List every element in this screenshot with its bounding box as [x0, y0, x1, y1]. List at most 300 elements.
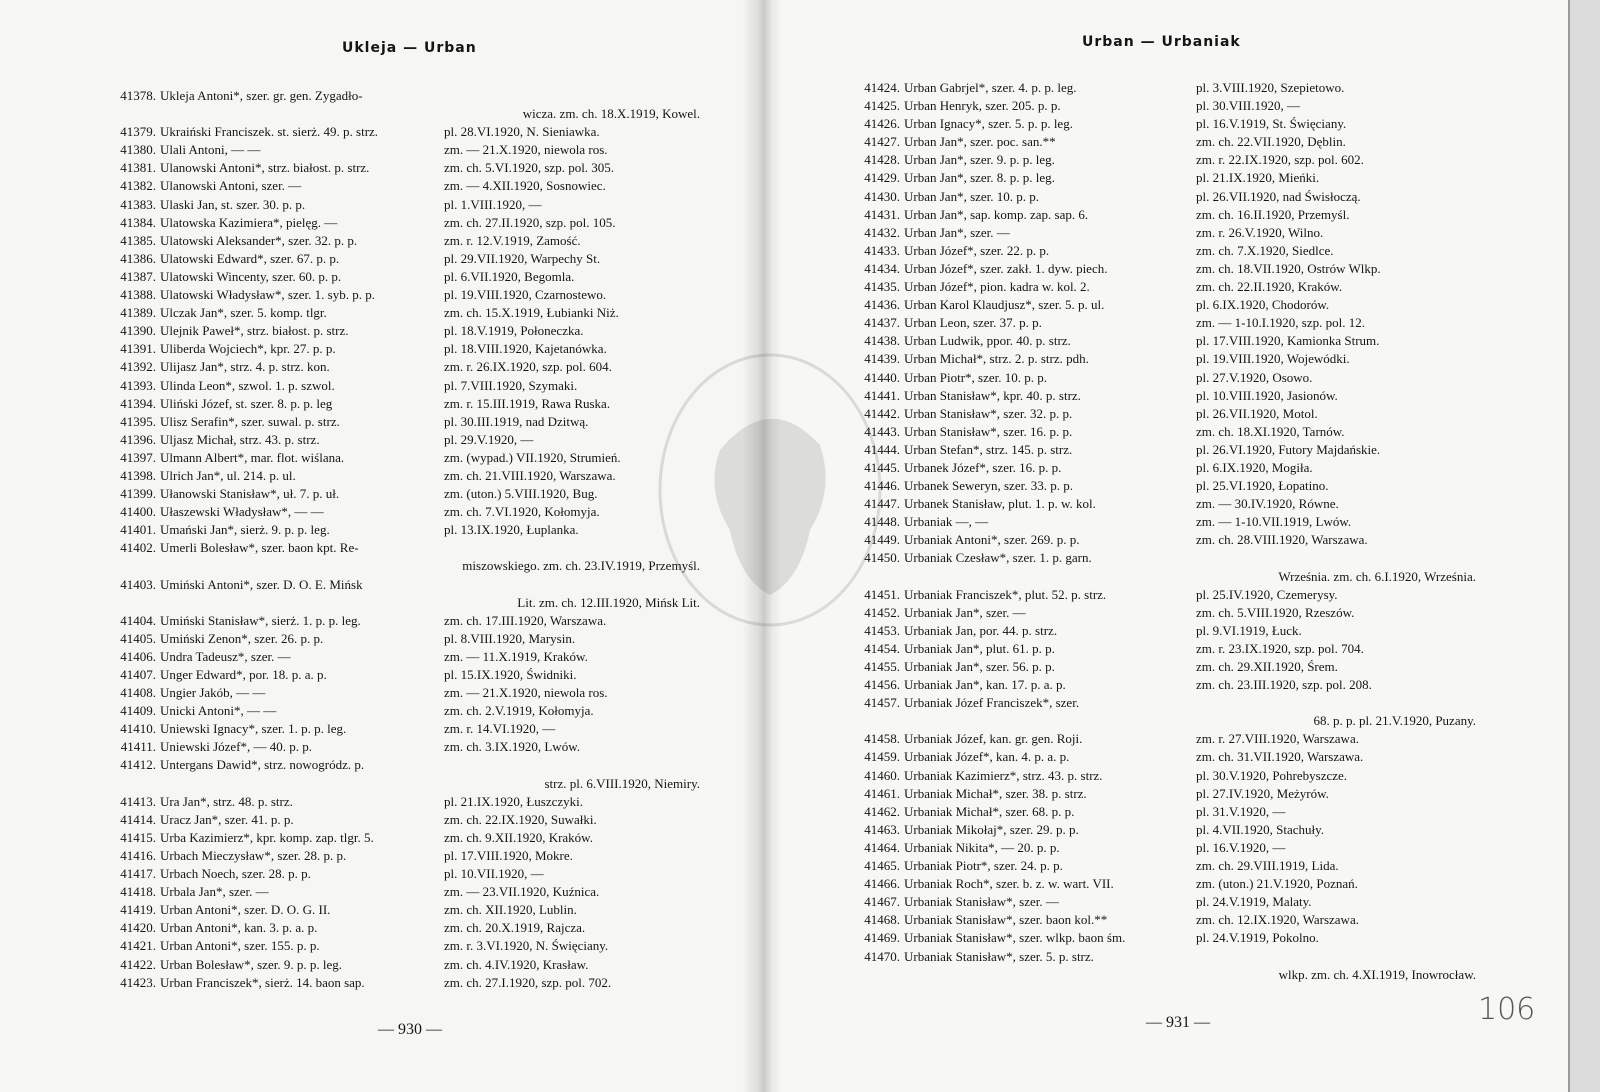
- entry-name: Urba Kazimierz*, kpr. komp. zap. tlgr. 5.: [160, 829, 374, 845]
- entry-row: [846, 350, 1476, 368]
- entry-row: [100, 196, 700, 214]
- entry-fate: pl. 24.V.1919, Pokolno.: [1196, 930, 1319, 946]
- entry-name: Urbaniak Jan, por. 44. p. strz.: [904, 622, 1058, 638]
- entry-number: 41456.: [864, 677, 900, 693]
- entry-number: 41453.: [864, 622, 900, 638]
- entry-number: 41467.: [864, 894, 900, 910]
- entry-name: Unicki Antoni*, — —: [160, 703, 277, 719]
- entry-fate: zm. — 21.X.1920, niewola ros.: [444, 142, 608, 158]
- entry-fate: zm. r. 22.IX.1920, szp. pol. 602.: [1196, 152, 1364, 168]
- entry-fate: zm. r. 26.IX.1920, szp. pol. 604.: [444, 359, 612, 375]
- entry-number: 41385.: [120, 232, 156, 248]
- entry-number: 41390.: [120, 323, 156, 339]
- entry-name: Ulatowski Aleksander*, szer. 32. p. p.: [160, 232, 358, 248]
- entry-name: Urbala Jan*, szer. —: [160, 884, 269, 900]
- entry-fate: zm. ch. 4.IV.1920, Krasław.: [444, 956, 589, 972]
- entry-name: Urbach Noech, szer. 28. p. p.: [160, 866, 311, 882]
- entry-number: 41468.: [864, 912, 900, 928]
- entry-fate: zm. — 1-10.VII.1919, Lwów.: [1196, 514, 1352, 530]
- entry-number: 41405.: [120, 630, 156, 646]
- entry-fate: pl. 9.VI.1919, Łuck.: [1196, 622, 1302, 638]
- entry-number: 41426.: [864, 116, 900, 132]
- entry-row: [100, 268, 700, 286]
- entry-fate: zm. ch. 22.IX.1920, Suwałki.: [444, 811, 597, 827]
- entry-number: 41450.: [864, 550, 900, 566]
- entry-name: Ulanowski Antoni, szer. —: [160, 178, 302, 194]
- entry-fate: pl. 21.IX.1920, Mieńki.: [1196, 170, 1320, 186]
- entry-name: Uracz Jan*, szer. 41. p. p.: [160, 811, 294, 827]
- entry-row: [846, 477, 1476, 495]
- entry-row: [100, 557, 700, 575]
- entry-number: 41393.: [120, 377, 156, 393]
- entry-number: 41460.: [864, 767, 900, 783]
- entry-name: Urbaniak Józef Franciszek*, szer.: [904, 695, 1080, 711]
- entry-number: 41447.: [864, 496, 900, 512]
- entry-number: 41463.: [864, 821, 900, 837]
- entry-row: [846, 423, 1476, 441]
- entry-name: Urban Ignacy*, szer. 5. p. p. leg.: [904, 116, 1073, 132]
- entry-row: [100, 865, 700, 883]
- entry-number: 41388.: [120, 287, 156, 303]
- entry-continuation: wlkp. zm. ch. 4.XI.1919, Inowrocław.: [1278, 966, 1476, 982]
- entry-number: 41441.: [864, 387, 900, 403]
- entry-row: [100, 775, 700, 793]
- entry-number: 41412.: [120, 757, 156, 773]
- entry-number: 41425.: [864, 98, 900, 114]
- entry-number: 41419.: [120, 902, 156, 918]
- entry-row: [846, 97, 1476, 115]
- entry-row: [100, 449, 700, 467]
- entry-row: [100, 105, 700, 123]
- entry-name: Urban Gabrjel*, szer. 4. p. p. leg.: [904, 80, 1077, 95]
- entry-row: [846, 604, 1476, 622]
- entry-name: Urbaniak Roch*, szer. b. z. w. wart. VII.: [904, 876, 1114, 892]
- entry-fate: pl. 26.VII.1920, nad Świsłoczą.: [1196, 188, 1361, 204]
- entry-number: 41449.: [864, 532, 900, 548]
- entry-number: 41435.: [864, 279, 900, 295]
- entry-number: 41394.: [120, 395, 156, 411]
- entry-name: Urbaniak Stanisław*, szer. wlkp. baon śm.: [904, 930, 1126, 946]
- entry-number: 41437.: [864, 315, 900, 331]
- entry-row: [100, 485, 700, 503]
- entry-number: 41424.: [864, 80, 900, 95]
- entry-fate: pl. 30.VIII.1920, —: [1196, 98, 1300, 114]
- entry-row: [100, 214, 700, 232]
- right-entries: [846, 79, 1476, 984]
- entry-fate: pl. 16.V.1920, —: [1196, 839, 1286, 855]
- entry-name: Urbaniak Czesław*, szer. 1. p. garn.: [904, 550, 1092, 566]
- entry-number: 41440.: [864, 369, 900, 385]
- entry-fate: zm. r. 12.V.1919, Zamość.: [444, 232, 581, 248]
- entry-number: 41408.: [120, 685, 156, 701]
- entry-fate: pl. 6.VII.1920, Begomla.: [444, 268, 575, 284]
- entry-row: [100, 901, 700, 919]
- entry-fate: zm. ch. 16.II.1920, Przemyśl.: [1196, 206, 1350, 222]
- entry-name: Urbaniak Stanisław*, szer. baon kol.**: [904, 912, 1108, 928]
- entry-name: Urbaniak Michał*, szer. 68. p. p.: [904, 803, 1075, 819]
- entry-name: Ulinda Leon*, szwol. 1. p. szwol.: [160, 377, 335, 393]
- entry-name: Urban Leon, szer. 37. p. p.: [904, 315, 1042, 331]
- entry-name: Urbaniak —, —: [904, 514, 989, 530]
- entry-fate: zm. ch. 2.V.1919, Kołomyja.: [444, 703, 594, 719]
- entry-number: 41462.: [864, 803, 900, 819]
- entry-name: Urbanek Seweryn, szer. 33. p. p.: [904, 478, 1073, 494]
- entry-number: 41397.: [120, 449, 156, 465]
- entry-name: Urban Jan*, szer. —: [904, 224, 1010, 240]
- entry-name: Urbaniak Jan*, szer. —: [904, 604, 1026, 620]
- entry-name: Urban Antoni*, szer. D. O. G. II.: [160, 902, 331, 918]
- entry-fate: pl. 18.V.1919, Połoneczka.: [444, 323, 584, 339]
- right-page-number: — 931 —: [1146, 1014, 1210, 1031]
- entry-row: [100, 322, 700, 340]
- entry-name: Ulmann Albert*, mar. flot. wiślana.: [160, 449, 345, 465]
- entry-row: [846, 712, 1476, 730]
- entry-name: Ukraiński Franciszek. st. sierż. 49. p. strz.: [160, 124, 379, 140]
- entry-fate: pl. 30.V.1920, Pohrebyszcze.: [1196, 767, 1348, 783]
- entry-fate: pl. 13.IX.1920, Łuplanka.: [444, 522, 579, 538]
- entry-name: Uljasz Michał, strz. 43. p. strz.: [160, 431, 320, 447]
- left-entries: [100, 87, 700, 992]
- entry-number: 41442.: [864, 405, 900, 421]
- handwritten-page-number: 106: [1478, 992, 1536, 1027]
- entry-fate: zm. — 4.XII.1920, Sosnowiec.: [444, 178, 606, 194]
- entry-row: [100, 123, 700, 141]
- entry-fate: zm. — 23.VII.1920, Kuźnica.: [444, 884, 600, 900]
- entry-fate: pl. 17.VIII.1920, Mokre.: [444, 847, 573, 863]
- entry-row: [100, 503, 700, 521]
- entry-row: [846, 531, 1476, 549]
- entry-name: Umiński Zenon*, szer. 26. p. p.: [160, 630, 324, 646]
- entry-name: Urban Henryk, szer. 205. p. p.: [904, 98, 1061, 114]
- entry-row: [846, 332, 1476, 350]
- entry-name: Urbaniak Antoni*, szer. 269. p. p.: [904, 532, 1080, 548]
- entry-continuation: miszowskiego. zm. ch. 23.IV.1919, Przemyśl.: [462, 558, 700, 574]
- entry-row: [100, 594, 700, 612]
- entry-fate: zm. ch. 22.VII.1920, Dęblin.: [1196, 134, 1346, 150]
- entry-fate: pl. 15.IX.1920, Świdniki.: [444, 667, 577, 682]
- entry-number: 41416.: [120, 847, 156, 863]
- entry-row: [846, 893, 1476, 911]
- entry-row: [100, 720, 700, 738]
- entry-row: [846, 188, 1476, 206]
- entry-row: [100, 232, 700, 250]
- entry-fate: pl. 1.VIII.1920, —: [444, 196, 542, 212]
- entry-name: Urban Ludwik, ppor. 40. p. strz.: [904, 333, 1071, 349]
- right-running-head: Urban — Urbaniak: [1082, 34, 1241, 50]
- entry-name: Urbaniak Stanisław*, szer. 5. p. strz.: [904, 948, 1094, 964]
- entry-number: 41443.: [864, 423, 900, 439]
- entry-fate: zm. r. 26.V.1920, Wilno.: [1196, 224, 1324, 240]
- entry-number: 41418.: [120, 884, 156, 900]
- entry-name: Urbaniak Michał*, szer. 38. p. strz.: [904, 785, 1087, 801]
- entry-row: [846, 79, 1476, 97]
- entry-row: [846, 115, 1476, 133]
- entry-row: [100, 937, 700, 955]
- entry-row: [100, 395, 700, 413]
- entry-row: [100, 648, 700, 666]
- entry-name: Urbaniak Kazimierz*, strz. 43. p. strz.: [904, 767, 1103, 783]
- entry-row: [100, 630, 700, 648]
- entry-row: [846, 459, 1476, 477]
- entry-fate: pl. 29.VII.1920, Warpechy St.: [444, 250, 601, 266]
- entry-fate: zm. ch. 22.II.1920, Kraków.: [1196, 279, 1343, 295]
- entry-fate: zm. ch. 18.VII.1920, Ostrów Wlkp.: [1196, 260, 1381, 276]
- entry-number: 41389.: [120, 305, 156, 321]
- entry-fate: pl. 31.V.1920, —: [1196, 803, 1286, 819]
- entry-fate: pl. 17.VIII.1920, Kamionka Strum.: [1196, 333, 1380, 349]
- entry-name: Ulrich Jan*, ul. 214. p. ul.: [160, 467, 296, 483]
- entry-number: 41469.: [864, 930, 900, 946]
- entry-row: [100, 847, 700, 865]
- entry-number: 41429.: [864, 170, 900, 186]
- entry-fate: pl. 6.IX.1920, Mogiła.: [1196, 459, 1313, 475]
- entry-number: 41411.: [120, 739, 156, 755]
- entry-name: Ulijasz Jan*, strz. 4. p. strz. kon.: [160, 359, 330, 375]
- entry-number: 41417.: [120, 866, 156, 882]
- entry-fate: zm. (uton.) 5.VIII.1920, Bug.: [444, 486, 598, 502]
- entry-fate: pl. 19.VIII.1920, Czarnostewo.: [444, 287, 607, 303]
- entry-row: [846, 296, 1476, 314]
- entry-row: [846, 785, 1476, 803]
- entry-continuation: 68. p. p. pl. 21.V.1920, Puzany.: [1313, 713, 1476, 729]
- entry-number: 41457.: [864, 695, 900, 711]
- entry-number: 41392.: [120, 359, 156, 375]
- entry-number: 41387.: [120, 268, 156, 284]
- entry-name: Ulatowski Wincenty, szer. 60. p. p.: [160, 268, 342, 284]
- entry-row: [100, 141, 700, 159]
- entry-number: 41413.: [120, 793, 156, 809]
- entry-row: [846, 911, 1476, 929]
- entry-fate: pl. 19.VIII.1920, Wojewódki.: [1196, 351, 1350, 367]
- entry-continuation: Lit. zm. ch. 12.III.1920, Mińsk Lit.: [517, 594, 700, 610]
- entry-number: 41421.: [120, 938, 156, 954]
- entry-name: Uliński Józef, st. szer. 8. p. p. leg: [160, 395, 333, 411]
- entry-fate: pl. 6.IX.1920, Chodorów.: [1196, 297, 1330, 313]
- entry-number: 41422.: [120, 956, 156, 972]
- entry-name: Urban Stefan*, strz. 145. p. strz.: [904, 441, 1073, 457]
- entry-number: 41433.: [864, 242, 900, 258]
- entry-row: [100, 286, 700, 304]
- entry-fate: zm. ch. 7.X.1920, Siedlce.: [1196, 242, 1334, 258]
- entry-continuation: Września. zm. ch. 6.I.1920, Września.: [1278, 568, 1476, 584]
- entry-name: Undra Tadeusz*, szer. —: [160, 648, 291, 664]
- entry-name: Urban Piotr*, szer. 10. p. p.: [904, 369, 1047, 385]
- entry-fate: zm. ch. 5.VI.1920, szp. pol. 305.: [444, 160, 615, 176]
- entry-row: [846, 821, 1476, 839]
- entry-number: 41465.: [864, 858, 900, 874]
- entry-name: Urbaniak Jan*, plut. 61. p. p.: [904, 640, 1055, 656]
- entry-fate: pl. 3.VIII.1920, Szepietowo.: [1196, 80, 1345, 95]
- entry-number: 41404.: [120, 612, 156, 628]
- entry-name: Urban Józef*, pion. kadra w. kol. 2.: [904, 279, 1090, 295]
- entry-name: Urban Jan*, sap. komp. zap. sap. 6.: [904, 206, 1089, 222]
- entry-name: Ura Jan*, strz. 48. p. strz.: [160, 793, 293, 809]
- entry-number: 41452.: [864, 604, 900, 620]
- entry-fate: zm. r. 27.VIII.1920, Warszawa.: [1196, 731, 1359, 747]
- entry-row: [846, 875, 1476, 893]
- entry-name: Urban Jan*, szer. 8. p. p. leg.: [904, 170, 1055, 186]
- entry-number: 41414.: [120, 811, 156, 827]
- entry-row: [100, 666, 700, 684]
- entry-row: [846, 314, 1476, 332]
- entry-fate: zm. (wypad.) VII.1920, Strumień.: [444, 449, 621, 465]
- entry-row: [846, 405, 1476, 423]
- entry-number: 41415.: [120, 829, 156, 845]
- entry-row: [846, 242, 1476, 260]
- entry-number: 41430.: [864, 188, 900, 204]
- entry-number: 41461.: [864, 785, 900, 801]
- entry-row: [100, 177, 700, 195]
- entry-row: [100, 919, 700, 937]
- book-gutter: [742, 0, 782, 1092]
- entry-name: Urban Antoni*, kan. 3. p. a. p.: [160, 920, 318, 936]
- entry-row: [100, 684, 700, 702]
- entry-name: Uliberda Wojciech*, kpr. 27. p. p.: [160, 341, 336, 357]
- entry-number: 41391.: [120, 341, 156, 357]
- entry-fate: zm. ch. 3.IX.1920, Lwów.: [444, 739, 580, 755]
- entry-row: [100, 358, 700, 376]
- entry-name: Ułaszewski Władysław*, — —: [160, 504, 324, 520]
- entry-fate: pl. 8.VIII.1920, Marysin.: [444, 630, 576, 646]
- entry-row: [100, 467, 700, 485]
- entry-row: [100, 974, 700, 992]
- entry-row: [846, 694, 1476, 712]
- entry-fate: zm. ch. 28.VIII.1920, Warszawa.: [1196, 532, 1368, 548]
- entry-name: Ulaski Jan, st. szer. 30. p. p.: [160, 196, 306, 212]
- entry-row: [846, 495, 1476, 513]
- entry-fate: pl. 27.V.1920, Osowo.: [1196, 369, 1313, 385]
- entry-row: [100, 159, 700, 177]
- entry-row: [100, 521, 700, 539]
- entry-name: Urbach Mieczysław*, szer. 28. p. p.: [160, 847, 347, 863]
- entry-row: [100, 612, 700, 630]
- entry-row: [846, 260, 1476, 278]
- entry-number: 41446.: [864, 478, 900, 494]
- entry-fate: zm. r. 23.IX.1920, szp. pol. 704.: [1196, 640, 1364, 656]
- entry-name: Urbaniak Józef*, kan. 4. p. a. p.: [904, 749, 1070, 765]
- entry-number: 41455.: [864, 659, 900, 674]
- entry-row: [846, 133, 1476, 151]
- entry-number: 41451.: [864, 586, 900, 602]
- entry-fate: zm. — 1-10.I.1920, szp. pol. 12.: [1196, 315, 1365, 331]
- entry-fate: zm. r. 14.VI.1920, —: [444, 721, 556, 737]
- entry-name: Urban Bolesław*, szer. 9. p. p. leg.: [160, 956, 342, 972]
- entry-number: 41420.: [120, 920, 156, 936]
- entry-fate: pl. 16.V.1919, St. Święciany.: [1196, 116, 1347, 132]
- entry-number: 41464.: [864, 839, 900, 855]
- entry-fate: zm. — 21.X.1920, niewola ros.: [444, 685, 608, 701]
- entry-fate: pl. 7.VIII.1920, Szymaki.: [444, 377, 578, 393]
- left-page: [0, 0, 760, 1092]
- entry-row: [100, 304, 700, 322]
- entry-number: 41383.: [120, 196, 156, 212]
- entry-name: Ułanowski Stanisław*, uł. 7. p. uł.: [160, 486, 340, 502]
- entry-row: [846, 622, 1476, 640]
- entry-row: [100, 87, 700, 105]
- entry-number: 41423.: [120, 974, 156, 990]
- entry-name: Uniewski Józef*, — 40. p. p.: [160, 739, 313, 755]
- entry-row: [846, 387, 1476, 405]
- entry-name: Urban Michał*, strz. 2. p. strz. pdh.: [904, 351, 1089, 367]
- entry-row: [846, 278, 1476, 296]
- entry-row: [100, 431, 700, 449]
- entry-name: Umiński Stanisław*, sierż. 1. p. p. leg.: [160, 612, 361, 628]
- entry-name: Urbaniak Piotr*, szer. 24. p. p.: [904, 858, 1063, 874]
- entry-row: [846, 169, 1476, 187]
- entry-name: Umiński Antoni*, szer. D. O. E. Mińsk: [160, 576, 363, 592]
- entry-number: 41402.: [120, 540, 156, 556]
- entry-row: [846, 748, 1476, 766]
- entry-name: Urban Stanisław*, szer. 32. p. p.: [904, 405, 1073, 421]
- entry-number: 41436.: [864, 297, 900, 313]
- entry-row: [100, 377, 700, 395]
- entry-row: [846, 586, 1476, 604]
- entry-row: [100, 702, 700, 720]
- entry-number: 41444.: [864, 441, 900, 457]
- entry-fate: zm. (uton.) 21.V.1920, Poznań.: [1196, 876, 1358, 892]
- entry-name: Umerli Bolesław*, szer. baon kpt. Re-: [160, 540, 359, 556]
- entry-name: Ulatowski Władysław*, szer. 1. syb. p. p.: [160, 287, 375, 303]
- entry-fate: pl. 30.III.1919, nad Dzitwą.: [444, 413, 589, 429]
- entry-row: [100, 956, 700, 974]
- entry-fate: zm. ch. 23.III.1920, szp. pol. 208.: [1196, 677, 1372, 693]
- entry-number: 41407.: [120, 667, 156, 682]
- entry-fate: zm. ch. 31.VII.1920, Warszawa.: [1196, 749, 1364, 765]
- entry-fate: zm. ch. 29.VIII.1919, Lida.: [1196, 858, 1339, 874]
- entry-continuation: strz. pl. 6.VIII.1920, Niemiry.: [544, 775, 700, 791]
- entry-row: [846, 730, 1476, 748]
- entry-row: [100, 250, 700, 268]
- entry-fate: zm. ch. 5.VIII.1920, Rzeszów.: [1196, 604, 1355, 620]
- entry-name: Urbanek Józef*, szer. 16. p. p.: [904, 459, 1062, 475]
- entry-name: Unger Edward*, por. 18. p. a. p.: [160, 667, 327, 682]
- entry-number: 41378.: [120, 88, 156, 103]
- entry-row: [100, 829, 700, 847]
- entry-fate: pl. 4.VII.1920, Stachuły.: [1196, 821, 1325, 837]
- left-page-number: — 930 —: [378, 1021, 442, 1038]
- entry-row: [846, 568, 1476, 586]
- entry-row: [846, 206, 1476, 224]
- entry-name: Urban Józef*, szer. zakł. 1. dyw. piech.: [904, 260, 1108, 276]
- entry-row: [100, 793, 700, 811]
- entry-name: Urbaniak Jan*, kan. 17. p. a. p.: [904, 677, 1066, 693]
- entry-number: 41400.: [120, 504, 156, 520]
- entry-name: Urban Stanisław*, szer. 16. p. p.: [904, 423, 1073, 439]
- entry-fate: zm. ch. 21.VIII.1920, Warszawa.: [444, 467, 616, 483]
- entry-fate: zm. — 11.X.1919, Kraków.: [444, 648, 588, 664]
- entry-fate: zm. ch. 18.XI.1920, Tarnów.: [1196, 423, 1345, 439]
- entry-name: Urbaniak Mikołaj*, szer. 29. p. p.: [904, 821, 1079, 837]
- entry-number: 41406.: [120, 648, 156, 664]
- entry-name: Urbaniak Jan*, szer. 56. p. p.: [904, 659, 1055, 674]
- entry-fate: pl. 10.VIII.1920, Jasionów.: [1196, 387, 1338, 403]
- entry-number: 41395.: [120, 413, 156, 429]
- entry-row: [100, 340, 700, 358]
- entry-row: [846, 513, 1476, 531]
- left-running-head: Ukleja — Urban: [342, 40, 477, 56]
- entry-number: 41434.: [864, 260, 900, 276]
- entry-fate: zm. ch. 27.II.1920, szp. pol. 105.: [444, 214, 616, 230]
- entry-name: Ukleja Antoni*, szer. gr. gen. Zygadło-: [160, 88, 363, 103]
- entry-row: [846, 767, 1476, 785]
- entry-name: Urban Stanisław*, kpr. 40. p. strz.: [904, 387, 1081, 403]
- entry-number: 41439.: [864, 351, 900, 367]
- entry-name: Uniewski Ignacy*, szer. 1. p. p. leg.: [160, 721, 347, 737]
- entry-name: Urban Józef*, szer. 22. p. p.: [904, 242, 1050, 258]
- entry-fate: pl. 25.IV.1920, Czemerysy.: [1196, 586, 1338, 602]
- entry-name: Urban Jan*, szer. 9. p. p. leg.: [904, 152, 1055, 168]
- entry-number: 41382.: [120, 178, 156, 194]
